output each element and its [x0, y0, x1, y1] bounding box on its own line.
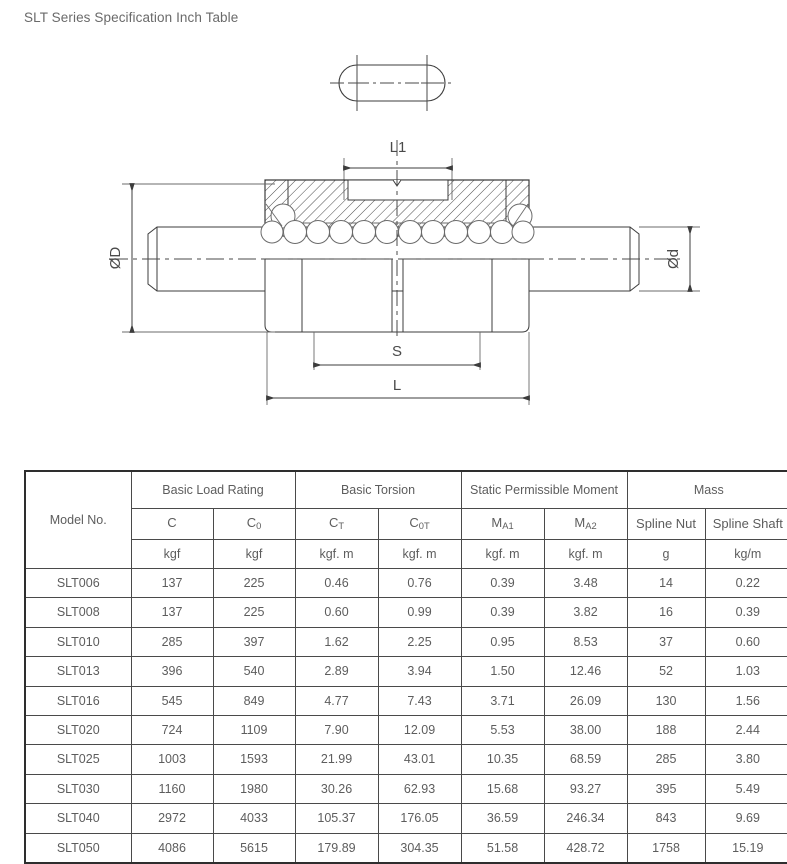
- cell-spline-shaft: 0.39: [705, 598, 787, 627]
- top-end-view: [330, 55, 454, 111]
- table-header: [25, 471, 787, 569]
- cell-model: SLT050: [25, 833, 131, 863]
- cell-ct: 0.60: [295, 598, 378, 627]
- cell-c0: 4033: [213, 804, 295, 833]
- cell-spline-shaft: 0.60: [705, 627, 787, 656]
- cell-c0: 225: [213, 569, 295, 598]
- cell-spline-nut: 16: [627, 598, 705, 627]
- cell-ma1: 10.35: [461, 745, 544, 774]
- table-row: [25, 804, 787, 833]
- cell-model: SLT016: [25, 686, 131, 715]
- cell-model: SLT013: [25, 657, 131, 686]
- cell-ct: 4.77: [295, 686, 378, 715]
- dimension-label-s: S: [391, 343, 403, 360]
- header-group-row: [25, 471, 787, 509]
- cell-ma1: 51.58: [461, 833, 544, 863]
- cell-spline-shaft: 3.80: [705, 745, 787, 774]
- cell-ma2: 68.59: [544, 745, 627, 774]
- cell-spline-shaft: 1.03: [705, 657, 787, 686]
- cell-c0t: 0.76: [378, 569, 461, 598]
- drawing-svg: [0, 40, 787, 430]
- cell-spline-nut: 395: [627, 774, 705, 803]
- header-symbol-ma2: $M_{A2}$: [544, 509, 627, 540]
- cell-ma2: 246.34: [544, 804, 627, 833]
- cell-ma1: 3.71: [461, 686, 544, 715]
- dimension-label-inner-diameter: Ød: [665, 248, 682, 270]
- cell-c0t: 3.94: [378, 657, 461, 686]
- cell-c0: 225: [213, 598, 295, 627]
- cell-ct: 1.62: [295, 627, 378, 656]
- cell-ma2: 3.48: [544, 569, 627, 598]
- cell-spline-nut: 285: [627, 745, 705, 774]
- cell-ct: 2.89: [295, 657, 378, 686]
- cell-ct: 179.89: [295, 833, 378, 863]
- header-unit-ct: kgf. m: [295, 540, 378, 569]
- cell-ct: 21.99: [295, 745, 378, 774]
- cell-c: 137: [131, 569, 213, 598]
- header-unit-c0t: kgf. m: [378, 540, 461, 569]
- cell-c: 545: [131, 686, 213, 715]
- header-group-basic-load-rating: Basic Load Rating: [131, 471, 295, 509]
- cell-spline-nut: 843: [627, 804, 705, 833]
- cell-ct: 30.26: [295, 774, 378, 803]
- cell-c0: 397: [213, 627, 295, 656]
- cell-spline-shaft: 15.19: [705, 833, 787, 863]
- spec-table-container: [24, 470, 783, 864]
- cell-c: 1003: [131, 745, 213, 774]
- cell-c0: 1593: [213, 745, 295, 774]
- table-row: [25, 657, 787, 686]
- cell-ma2: 26.09: [544, 686, 627, 715]
- header-unit-spline-nut: g: [627, 540, 705, 569]
- cell-spline-shaft: 9.69: [705, 804, 787, 833]
- dimension-label-outer-diameter: ØD: [107, 246, 124, 270]
- header-symbol-row: [25, 509, 787, 540]
- cell-spline-shaft: 0.22: [705, 569, 787, 598]
- cell-spline-nut: 1758: [627, 833, 705, 863]
- cell-ma1: 15.68: [461, 774, 544, 803]
- header-unit-ma2: kgf. m: [544, 540, 627, 569]
- cell-c0: 540: [213, 657, 295, 686]
- cell-ma2: 428.72: [544, 833, 627, 863]
- cell-model: SLT010: [25, 627, 131, 656]
- cell-model: SLT040: [25, 804, 131, 833]
- cell-spline-shaft: 2.44: [705, 715, 787, 744]
- cell-c0t: 43.01: [378, 745, 461, 774]
- cell-ma1: 0.39: [461, 569, 544, 598]
- cell-c0: 5615: [213, 833, 295, 863]
- cell-ma2: 93.27: [544, 774, 627, 803]
- cell-ma1: 0.95: [461, 627, 544, 656]
- table-row: [25, 686, 787, 715]
- header-group-mass: Mass: [627, 471, 787, 509]
- header-unit-row: [25, 540, 787, 569]
- cell-model: SLT030: [25, 774, 131, 803]
- header-unit-c0: kgf: [213, 540, 295, 569]
- cell-c0t: 2.25: [378, 627, 461, 656]
- header-symbol-c: C: [131, 509, 213, 540]
- cell-c: 396: [131, 657, 213, 686]
- cell-spline-nut: 188: [627, 715, 705, 744]
- header-unit-c: kgf: [131, 540, 213, 569]
- cell-ct: 105.37: [295, 804, 378, 833]
- table-row: [25, 569, 787, 598]
- cell-spline-nut: 37: [627, 627, 705, 656]
- cell-c: 2972: [131, 804, 213, 833]
- header-symbol-c0t: $C_{0T}$: [378, 509, 461, 540]
- specification-table: [24, 470, 787, 864]
- cell-c0t: 176.05: [378, 804, 461, 833]
- dimension-label-l1: L1: [389, 139, 407, 156]
- cell-spline-nut: 130: [627, 686, 705, 715]
- cell-c0t: 62.93: [378, 774, 461, 803]
- header-symbol-spline-shaft: Spline Shaft: [705, 509, 787, 540]
- cell-c: 4086: [131, 833, 213, 863]
- cell-c: 137: [131, 598, 213, 627]
- table-row: [25, 745, 787, 774]
- cell-model: SLT006: [25, 569, 131, 598]
- table-row: [25, 715, 787, 744]
- cell-spline-shaft: 5.49: [705, 774, 787, 803]
- cell-c0t: 12.09: [378, 715, 461, 744]
- table-row: [25, 627, 787, 656]
- header-symbol-spline-nut: Spline Nut: [627, 509, 705, 540]
- cell-ma1: 5.53: [461, 715, 544, 744]
- cell-model: SLT008: [25, 598, 131, 627]
- cell-spline-nut: 14: [627, 569, 705, 598]
- cell-ma1: 0.39: [461, 598, 544, 627]
- cell-c0t: 304.35: [378, 833, 461, 863]
- dimension-label-l: L: [392, 377, 402, 394]
- cell-ct: 0.46: [295, 569, 378, 598]
- header-group-static-permissible-moment: Static Permissible Moment: [461, 471, 627, 509]
- technical-drawing: [0, 40, 787, 430]
- cell-spline-nut: 52: [627, 657, 705, 686]
- header-unit-ma1: kgf. m: [461, 540, 544, 569]
- header-unit-spline-shaft: kg/m: [705, 540, 787, 569]
- cell-c0t: 0.99: [378, 598, 461, 627]
- cell-ma2: 38.00: [544, 715, 627, 744]
- cell-c0: 1980: [213, 774, 295, 803]
- cell-c0: 1109: [213, 715, 295, 744]
- header-symbol-ma1: $M_{A1}$: [461, 509, 544, 540]
- cell-c0t: 7.43: [378, 686, 461, 715]
- header-symbol-ct: $C_T$: [295, 509, 378, 540]
- table-row: [25, 598, 787, 627]
- header-symbol-c0: $C_0$: [213, 509, 295, 540]
- header-model-no: Model No.: [25, 471, 131, 569]
- cell-ma2: 12.46: [544, 657, 627, 686]
- cell-ma2: 8.53: [544, 627, 627, 656]
- table-body: [25, 569, 787, 863]
- cell-ma2: 3.82: [544, 598, 627, 627]
- page-title: SLT Series Specification Inch Table: [24, 10, 239, 25]
- cell-ma1: 1.50: [461, 657, 544, 686]
- cell-model: SLT025: [25, 745, 131, 774]
- cell-ma1: 36.59: [461, 804, 544, 833]
- cell-c: 1160: [131, 774, 213, 803]
- cell-c: 724: [131, 715, 213, 744]
- cell-spline-shaft: 1.56: [705, 686, 787, 715]
- table-row: [25, 774, 787, 803]
- cell-c: 285: [131, 627, 213, 656]
- cell-ct: 7.90: [295, 715, 378, 744]
- cell-c0: 849: [213, 686, 295, 715]
- header-group-basic-torsion: Basic Torsion: [295, 471, 461, 509]
- cell-model: SLT020: [25, 715, 131, 744]
